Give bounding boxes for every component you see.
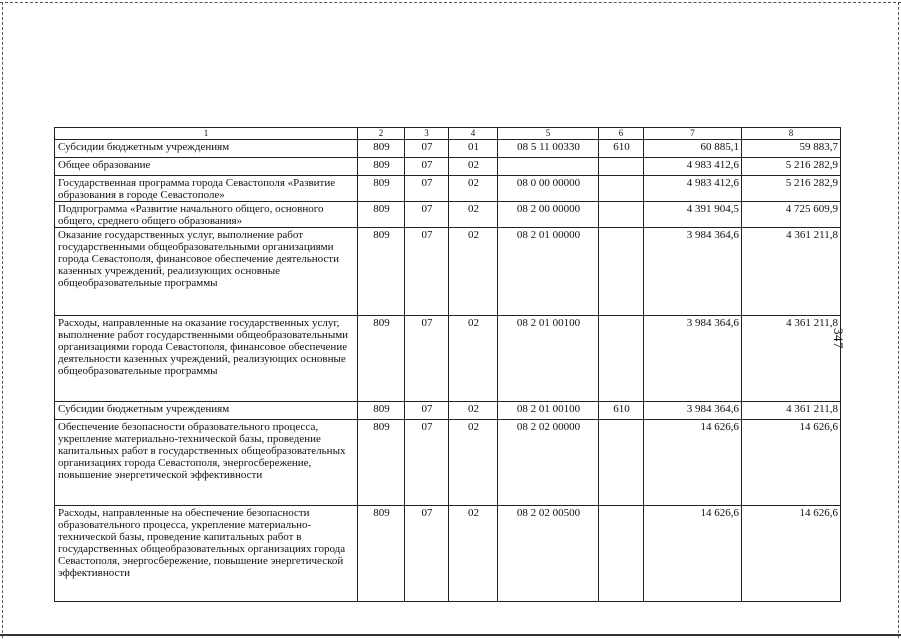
- cell-col7: 14 626,6: [644, 506, 742, 602]
- cell-col2: 809: [358, 420, 405, 506]
- cell-col5: 08 0 00 00000: [498, 176, 599, 202]
- cell-col5: 08 2 02 00000: [498, 420, 599, 506]
- cell-col2: 809: [358, 402, 405, 420]
- column-header: 2: [358, 128, 405, 140]
- row-name: Субсидии бюджетным учреждениям: [55, 140, 358, 158]
- cell-col3: 07: [405, 140, 449, 158]
- cell-col3: 07: [405, 316, 449, 402]
- cell-col8: 4 361 211,8: [742, 402, 841, 420]
- column-header: 1: [55, 128, 358, 140]
- cell-col6: [599, 202, 644, 228]
- cell-col6: [599, 228, 644, 316]
- cell-col6: 610: [599, 402, 644, 420]
- table-row: [55, 176, 841, 202]
- cell-col8: 59 883,7: [742, 140, 841, 158]
- cell-col2: 809: [358, 316, 405, 402]
- cell-col5: 08 2 01 00100: [498, 402, 599, 420]
- cell-col8: 4 361 211,8: [742, 228, 841, 316]
- table-row: [55, 140, 841, 158]
- cell-col7: 3 984 364,6: [644, 228, 742, 316]
- cell-col3: 07: [405, 176, 449, 202]
- cell-col5: 08 2 02 00500: [498, 506, 599, 602]
- cell-col2: 809: [358, 158, 405, 176]
- column-header: 4: [449, 128, 498, 140]
- cell-col2: 809: [358, 140, 405, 158]
- cell-col6: [599, 316, 644, 402]
- budget-table: [54, 127, 841, 602]
- row-name: Оказание государственных услуг, выполнение работ государственными общеобразовательными организациями города Севастополя, финансовое обеспечение деятельности казенных учреждений, реализующих основные общеобразовательные программы: [55, 228, 358, 316]
- cell-col3: 07: [405, 420, 449, 506]
- row-name: Государственная программа города Севастополя «Развитие образования в городе Севастополе»: [55, 176, 358, 202]
- row-name: Расходы, направленные на оказание государственных услуг, выполнение работ государственными общеобразовательными организациями города Севастополя, финансовое обеспечение деятельности казенных учреждений, реализующих основные общеобразовательные программы: [55, 316, 358, 402]
- column-header: 8: [742, 128, 841, 140]
- cell-col5: 08 5 11 00330: [498, 140, 599, 158]
- cell-col4: 02: [449, 228, 498, 316]
- row-name: Расходы, направленные на обеспечение безопасности образовательного процесса, укрепление материально-технической базы, проведение капитальных работ в государственных общеобразовательных организациях города Севастополя, энергосбережение, повышение энергетической эффективности: [55, 506, 358, 602]
- cell-col7: 3 984 364,6: [644, 402, 742, 420]
- cell-col8: 5 216 282,9: [742, 176, 841, 202]
- cell-col3: 07: [405, 228, 449, 316]
- cell-col3: 07: [405, 158, 449, 176]
- page-number: 347: [831, 328, 846, 349]
- cell-col8: 5 216 282,9: [742, 158, 841, 176]
- table-row: [55, 420, 841, 506]
- table-row: [55, 228, 841, 316]
- cell-col8: 4 725 609,9: [742, 202, 841, 228]
- cell-col4: 01: [449, 140, 498, 158]
- cell-col3: 07: [405, 506, 449, 602]
- cell-col5: 08 2 01 00100: [498, 316, 599, 402]
- header-row: [55, 128, 841, 140]
- table-row: [55, 316, 841, 402]
- cell-col8: 4 361 211,8: [742, 316, 841, 402]
- cell-col6: [599, 176, 644, 202]
- page-border-left: [2, 2, 3, 638]
- row-name: Подпрограмма «Развитие начального общего, основного общего, среднего общего образования»: [55, 202, 358, 228]
- page-border-right: [898, 2, 899, 638]
- page-border-top: [0, 2, 901, 3]
- cell-col5: 08 2 00 00000: [498, 202, 599, 228]
- row-name: Общее образование: [55, 158, 358, 176]
- cell-col6: [599, 506, 644, 602]
- cell-col8: 14 626,6: [742, 506, 841, 602]
- column-header: 7: [644, 128, 742, 140]
- cell-col2: 809: [358, 202, 405, 228]
- cell-col7: 60 885,1: [644, 140, 742, 158]
- cell-col6: [599, 158, 644, 176]
- cell-col7: 4 391 904,5: [644, 202, 742, 228]
- column-header: 5: [498, 128, 599, 140]
- cell-col6: 610: [599, 140, 644, 158]
- cell-col3: 07: [405, 202, 449, 228]
- column-header: 6: [599, 128, 644, 140]
- row-name: Субсидии бюджетным учреждениям: [55, 402, 358, 420]
- cell-col2: 809: [358, 228, 405, 316]
- cell-col4: 02: [449, 420, 498, 506]
- cell-col2: 809: [358, 506, 405, 602]
- cell-col7: 3 984 364,6: [644, 316, 742, 402]
- cell-col5: 08 2 01 00000: [498, 228, 599, 316]
- cell-col7: 4 983 412,6: [644, 176, 742, 202]
- cell-col7: 14 626,6: [644, 420, 742, 506]
- table-row: [55, 158, 841, 176]
- page-border-bottom: [0, 634, 901, 636]
- cell-col4: 02: [449, 316, 498, 402]
- cell-col4: 02: [449, 158, 498, 176]
- cell-col2: 809: [358, 176, 405, 202]
- cell-col4: 02: [449, 202, 498, 228]
- cell-col6: [599, 420, 644, 506]
- table-row: [55, 402, 841, 420]
- column-header: 3: [405, 128, 449, 140]
- cell-col3: 07: [405, 402, 449, 420]
- cell-col7: 4 983 412,6: [644, 158, 742, 176]
- cell-col4: 02: [449, 506, 498, 602]
- row-name: Обеспечение безопасности образовательного процесса, укрепление материально-технической базы, проведение капитальных работ в государственных общеобразовательных организациях города Севастополя, энергосбережение, повышение энергетической эффективности: [55, 420, 358, 506]
- cell-col5: [498, 158, 599, 176]
- cell-col4: 02: [449, 402, 498, 420]
- cell-col8: 14 626,6: [742, 420, 841, 506]
- cell-col4: 02: [449, 176, 498, 202]
- table-row: [55, 202, 841, 228]
- table-row: [55, 506, 841, 602]
